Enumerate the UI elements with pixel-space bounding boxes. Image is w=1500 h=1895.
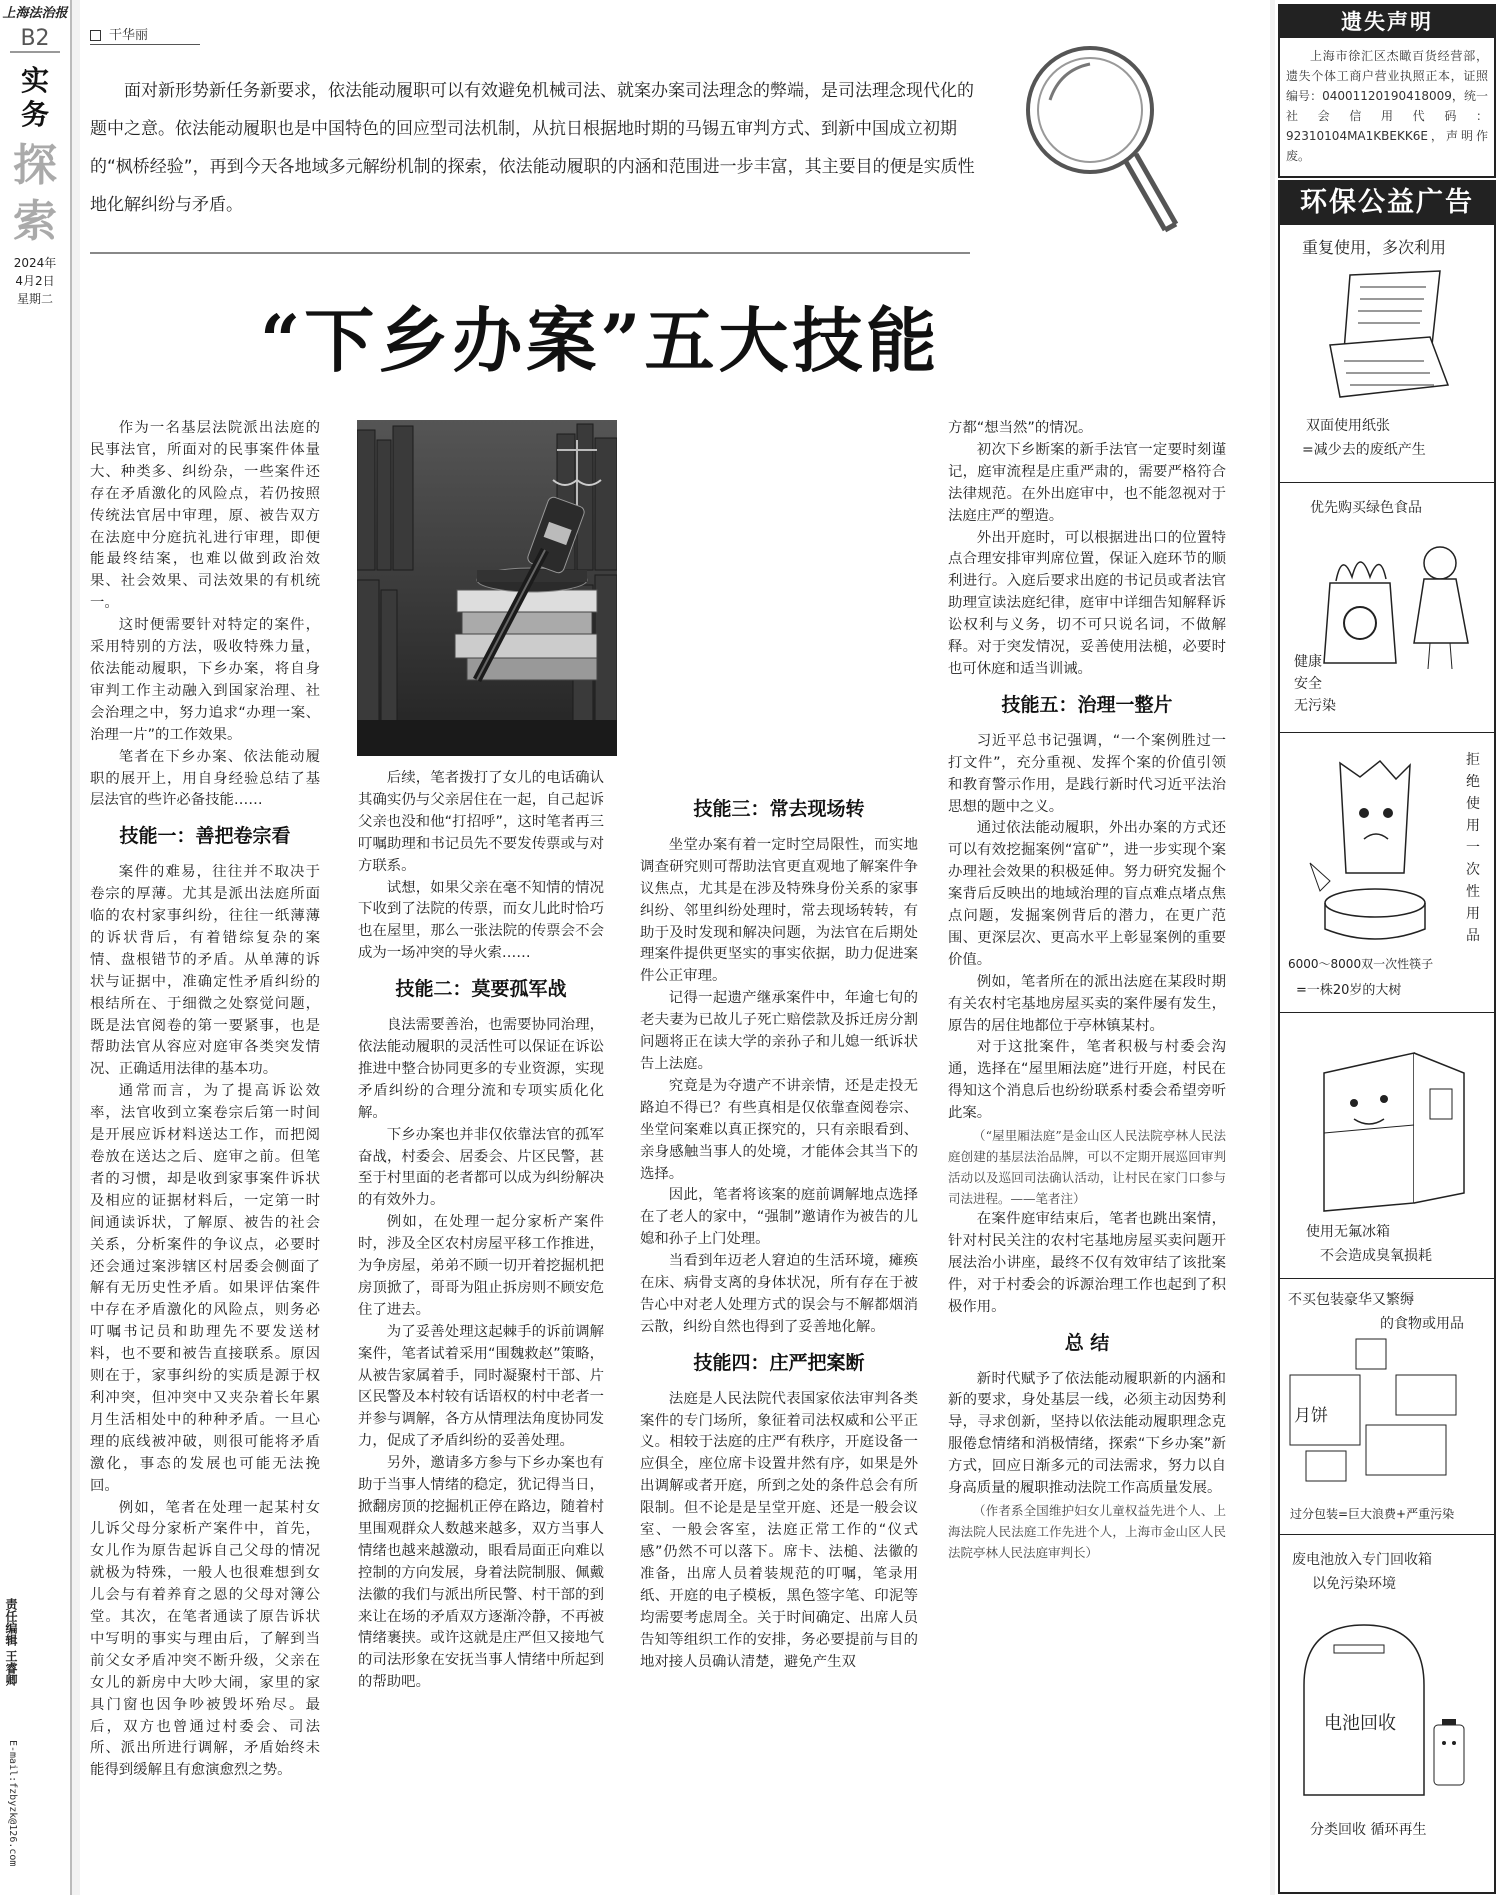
body-paragraph: 试想，如果父亲在毫不知情的情况下收到了法院的传票，而女儿此时恰巧也在屋里，那么一张法院的传票会不会成为一场冲突的导火索…… <box>358 879 604 962</box>
gavel-illustration <box>357 420 617 756</box>
page-number: B2 <box>10 26 60 53</box>
eco-panel-battery <box>1280 1534 1494 1851</box>
eco-panel-caption: 健康 <box>1294 654 1322 670</box>
eco-panel-caption: 双面使用纸张 <box>1306 418 1390 434</box>
eco-ad-title: 环保公益广告 <box>1280 182 1494 224</box>
battery-box-label: 电池回收 <box>1324 1713 1396 1734</box>
body-paragraph: 良法需要善治，也需要协同治理，依法能动履职的灵活性可以保证在诉讼推进中整合协同更多的专业资源，实现矛盾纠纷的合理分流和专项实质化化解。 <box>358 1017 604 1121</box>
section-heading-skill-1: 技能一：善把卷宗看 <box>119 825 291 848</box>
body-paragraph: 通过依法能动履职，外出办案的方式还可以有效挖掘案例“富矿”，进一步实现个案办理社会效果的积极延伸。努力研究发掘个案背后反映出的地域治理的盲点难点堵点焦点问题，发掘案例背后的潜力，在更广范围、更深层次、更高水平上彰显案例的重要价值。 <box>948 820 1226 968</box>
eco-panel-caption: 废电池放入专门回收箱 <box>1292 1552 1432 1568</box>
intro-divider <box>90 252 970 254</box>
section-heading-skill-2: 技能二：莫要孤军战 <box>395 978 567 1001</box>
body-paragraph: 方都“想当然”的情况。 <box>948 420 1093 436</box>
section-heading-skill-4: 技能四：庄严把案断 <box>693 1351 865 1374</box>
section-heading-skill-3: 技能三：常去现场转 <box>693 798 865 820</box>
tree-stump-icon <box>1300 753 1450 943</box>
eco-panel-paper <box>1280 224 1494 483</box>
body-paragraph: 因此，笔者将该案的庭前调解地点选择在了老人的家中，“强制”邀请作为被告的儿媳和孙子上门处理。 <box>640 1187 918 1248</box>
article-column-4 <box>948 418 1226 1563</box>
body-paragraph: 初次下乡断案的新手法官一定要时刻谨记，庭审流程是庄重严肃的，需要严格符合法律规范。在外出庭审中，也不能忽视对于法庭庄严的塑造。 <box>948 441 1226 524</box>
body-paragraph: 在案件庭审结束后，笔者也跳出案情，针对村民关注的农村宅基地房屋买卖问题开展法治小讲座，最终不仅有效审结了该批案件，对于村委会的诉源治理工作也起到了积极作用。 <box>948 1211 1226 1315</box>
body-paragraph: 例如，笔者所在的派出法庭在某段时期有关农村宅基地房屋买卖的案件屡有发生，原告的居住地都位于亭林镇某村。 <box>948 973 1226 1034</box>
masthead-divider <box>70 0 72 1895</box>
magnifier-icon <box>990 30 1190 260</box>
article-column-1 <box>90 418 320 1782</box>
eco-panel-caption: 重复使用，多次利用 <box>1302 238 1447 257</box>
eco-panel-caption: 6000～8000双一次性筷子 <box>1288 957 1434 971</box>
body-paragraph: 习近平总书记强调，“一个案例胜过一打文件”，充分重视、发挥个案的价值引领和教育警示作用，是践行新时代习近平法治思想的题中之义。 <box>948 732 1226 815</box>
headline: “下乡办案”五大技能 <box>260 299 941 382</box>
battery-recycle-bin-icon <box>1294 1615 1484 1805</box>
body-paragraph: 下乡办案也并非仅依靠法官的孤军奋战，村委会、居委会、片区民警，甚至于村里面的老者都可以成为纠纷解决的有效外力。 <box>358 1126 604 1209</box>
author-name: 干华丽 <box>109 28 149 43</box>
section-heading-summary: 总 结 <box>1064 1331 1110 1354</box>
eco-panel-caption: 无污染 <box>1294 698 1336 714</box>
body-paragraph: 坐堂办案有着一定时空局限性，而实地调查研究则可帮助法官更直观地了解案件争议焦点，尤其是在涉及特殊身份关系的家事纠纷、邻里纠纷处理时，常去现场转转，有助于及时发现和解决问题，为法官在后期处理案件提供更坚实的事实依据，助力促进案件公正审理。 <box>640 836 918 985</box>
lost-notice-body: 上海市徐汇区杰瞰百货经营部，遗失个体工商户营业执照正本，证照编号：04001120190418009，统一社会信用代码：92310104MA1KBEKK6E，声明作废。 <box>1286 49 1488 163</box>
editor-email: E-mail:fzbyzk@126.com <box>7 1740 18 1867</box>
lost-notice <box>1278 4 1496 178</box>
body-paragraph: 例如，笔者在处理一起某村女儿诉父母分家析产案件中，首先，女儿作为原告起诉自己父母的情况就极为特殊，一般人也很难想到女儿会与有着养育之恩的父母对簿公堂。其次，在笔者通读了原告诉状中写明的事实与理由后，了解到当前父女矛盾冲突不断升级，父亲在女儿的新房中大吵大闹，家里的家具门窗也因争吵被毁坏殆尽。最后，双方也曾通过村委会、司法所、派出所进行调解，矛盾始终未能得到缓解且有愈演愈烈之势。 <box>90 1499 320 1779</box>
eco-panel-packaging <box>1280 1278 1494 1535</box>
body-paragraph: 外出开庭时，可以根据进出口的位置特点合理安排审判席位置，保证入庭环节的顺利进行。入庭后要求出庭的书记员或者法官助理宣读法庭纪律，庭审中详细告知解释诉讼权利与义务，切不可只说名词，不做解释。对于突发情况，妥善使用法槌，必要时也可休庭和适当训诫。 <box>948 529 1226 677</box>
article-intro: 面对新形势新任务新要求，依法能动履职可以有效避免机械司法、就案办案司法理念的弊端，是司法理念现代化的题中之意。依法能动履职也是中国特色的回应型司法机制，从抗日根据地时期的马锡五审判方式、到新中国成立初期的“枫桥经验”，再到今天各地域多元解纷机制的探索，依法能动履职的内涵和范围进一步丰富，其主要目的便是实质性地化解纠纷与矛盾。 <box>90 81 975 215</box>
body-paragraph: 记得一起遗产继承案件中，年逾七旬的老夫妻为已故儿子死亡赔偿款及拆迁房分割问题将正在读大学的亲孙子和儿媳一纸诉状告上法庭。 <box>640 990 918 1072</box>
byline-square-icon <box>90 30 101 41</box>
body-paragraph: 这时便需要针对特定的案件，采用特别的方法，吸收特殊力量，依法能动履职，下乡办案，将自身审判工作主动融入到国家治理、社会治理之中，努力追求“办理一案、治理一片”的工作效果。 <box>90 617 320 743</box>
section-heading-skill-5: 技能五：治理一整片 <box>1001 693 1173 716</box>
paper-sheets-icon <box>1320 265 1460 405</box>
masthead <box>0 0 70 1895</box>
body-paragraph: 新时代赋予了依法能动履职新的内涵和新的要求，身处基层一线，必须主动因势利导，寻求创新，坚持以依法能动履职理念克服倦怠情绪和消极情绪，探索“下乡办案”新方式，回应日渐多元的司法需求，努力以自身高质量的履职推动法院工作高质量发展。 <box>948 1370 1226 1497</box>
body-paragraph: 另外，邀请多方参与下乡办案也有助于当事人情绪的稳定，犹记得当日，掀翻房顶的挖掘机正停在路边，随着村里围观群众人数越来越多，双方当事人情绪也越来越激动，眼看局面正向难以控制的方向发展，身着法院制服、佩戴法徽的我们与派出所民警、村干部的到来让在场的矛盾双方逐渐冷静，不再被情绪裹挟。或许这就是庄严但又接地气的司法形象在安抚当事人情绪中所起到的帮助吧。 <box>358 1455 604 1691</box>
body-paragraph: 法庭是人民法院代表国家依法审判各类案件的专门场所，象征着司法权威和公平正义。相较于法庭的庄严有秩序，开庭设备一应俱全，座位席卡设置井然有序，如果是外出调解或者开庭，所到之处的条件总会有所限制。但不论是是呈堂开庭、还是一般会议室、一般会客室，法庭正常工作的“仪式感”仍然不可以落下。席卡、法槌、法徽的准备，出席人员着装规范的叮嘱，笔录用纸、开庭的电子模板，黑色签字笔、印泥等均需要考虑周全。关于时间确定、出席人员告知等组织工作的安排，务必要提前与目的地对接人员确认清楚，避免产生双 <box>640 1390 918 1670</box>
lost-notice-title: 遗失声明 <box>1280 6 1494 38</box>
body-paragraph: 当看到年迈老人窘迫的生活环境，瘫痪在床、病骨支离的身体状况，所有存在于被告心中对老人处理方式的误会与不解都烟消云散，纠纷自然也得到了妥善地化解。 <box>640 1253 918 1335</box>
paper-logo: 上海法治报 <box>2 6 68 21</box>
body-paragraph: 笔者在下乡办案、依法能动履职的展开上，用自身经验总结了基层法官的些许必备技能…… <box>90 748 320 809</box>
shopping-bag-girl-icon <box>1300 523 1480 673</box>
fridge-icon <box>1304 1033 1474 1213</box>
eco-panel-caption: 优先购买绿色食品 <box>1310 500 1422 516</box>
body-paragraph: 作为一名基层法院派出法庭的民事法官，所面对的民事案件体量大、种类多、纠纷杂，一些案件还存在矛盾激化的风险点，若仍按照传统法官居中审理，原、被告双方在法庭中分庭抗礼进行审理，即便能最终结案，也难以做到政治效果、社会效果、司法效果的有机统一。 <box>90 420 320 612</box>
body-paragraph: 例如，在处理一起分家析产案件时，涉及全区农村房屋平移工作推进，为争房屋，弟弟不顾一切开着挖掘机把房顶掀了，哥哥为阻止拆房则不顾安危住了进去。 <box>358 1214 604 1318</box>
responsible-editor: 责任编辑 王睿卿 <box>4 1598 18 1687</box>
eco-panel-caption: 分类回收 循环再生 <box>1310 1822 1427 1838</box>
body-paragraph: 后续，笔者拨打了女儿的电话确认其确实仍与父亲居住在一起，自己起诉父亲也没和他“打招呼”，这时笔者再三叮嘱助理和书记员先不要发传票或与对方联系。 <box>358 770 604 874</box>
body-paragraph: 案件的难易，往往并不取决于卷宗的厚薄。尤其是派出法庭所面临的农村家事纠纷，往往一纸薄薄的诉状背后，有着错综复杂的案情、盘根错节的矛盾。从单薄的诉状与证据中，准确定性矛盾纠纷的根结所在、于细微之处察觉问题，既是法官阅卷的第一要紧事，也是帮助法官从容应对庭审各类突发情况、正确适用法律的基本功。 <box>90 864 320 1078</box>
eco-panel-green-food <box>1280 482 1494 733</box>
body-paragraph: 究竟是为夺遗产不讲亲情，还是走投无路迫不得已？有些真相是仅依靠查阅卷宗、坐堂问案难以真正探究的，只有亲眼看到、亲身感触当事人的处境，才能体会其当下的选择。 <box>640 1077 918 1182</box>
issue-year: 2024年 <box>13 256 57 270</box>
issue-weekday: 星期二 <box>16 292 53 306</box>
eco-ad <box>1278 180 1496 1894</box>
byline-rule <box>90 44 200 45</box>
eco-panel-caption: 安全 <box>1294 676 1322 692</box>
body-paragraph: 为了妥善处理这起棘手的诉前调解案件，笔者试着采用“围魏救赵”策略，从被告家属着手，同时凝聚村干部、片区民警及本村较有话语权的村中老者一并参与调解，各方从情理法角度协同发力，促成了矛盾纠纷的妥善处理。 <box>358 1323 604 1450</box>
author-note: （“屋里厢法庭”是金山区人民法院亭林人民法庭创建的基层法治品牌，可以不定期开展巡回审判活动以及巡回司法确认活动，让村民在家门口参与司法进程。——笔者注） <box>948 1128 1226 1207</box>
eco-panel-caption: 过分包装=巨大浪费+严重污染 <box>1290 1507 1455 1521</box>
eco-panel-caption: 不买包装豪华又繁缛 <box>1288 1292 1414 1308</box>
eco-panel-caption: 使用无氟冰箱 <box>1306 1224 1390 1240</box>
eco-panel-caption: 不会造成臭氧损耗 <box>1320 1248 1432 1264</box>
article-column-2 <box>358 768 604 1694</box>
section-name-outline: 探索 <box>13 140 57 247</box>
issue-date <box>6 254 64 308</box>
eco-panel-caption: 拒绝使用一次性用品 <box>1466 752 1480 944</box>
issue-month-day: 4月2日 <box>15 274 55 288</box>
body-paragraph: 对于这批案件，笔者积极与村委会沟通，选择在“屋里厢法庭”进行开庭，村民在得知这个消息后也纷纷联系村委会希望旁听此案。 <box>948 1039 1226 1122</box>
eco-panel-caption: =减少去的废纸产生 <box>1302 442 1426 458</box>
eco-panel-caption: 以免污染环境 <box>1312 1576 1396 1592</box>
eco-panel-disposable <box>1280 732 1494 1013</box>
author-bio: （作者系全国维护妇女儿童权益先进个人、上海法院人民法庭工作先进个人，上海市金山区人民法院亭林人民法庭审判长） <box>948 1502 1226 1560</box>
mooncake-label: 月饼 <box>1294 1406 1328 1426</box>
eco-panel-caption: 的食物或用品 <box>1380 1316 1464 1332</box>
eco-panel-caption: =一株20岁的大树 <box>1296 983 1402 998</box>
body-paragraph: 通常而言，为了提高诉讼效率，法官收到立案卷宗后第一时间是开展应诉材料送达工作，而把阅卷放在送达之后、庭审之前。但笔者的习惯，却是收到家事案件诉状及相应的证据材料后，一定第一时间通读诉状，了解原、被告的社会关系，分析案件的争议点，必要时还会通过案涉辖区村居委会侧面了解有无历史性矛盾。如果评估案件中存在矛盾激化的风险点，则务必叮嘱书记员和助理先不要发送材料，也不要和被告直接联系。原因则在于，家事纠纷的实质是源于权利冲突，但冲突中又夹杂着长年累月生活相处中的种种矛盾。一旦心理的底线被冲破，则很可能将矛盾激化，事态的发展也可能无法挽回。 <box>90 1083 320 1494</box>
section-name: 实务 <box>20 64 49 131</box>
eco-panel-fridge <box>1280 1012 1494 1279</box>
gavel-photo <box>357 420 617 756</box>
byline <box>90 24 148 43</box>
article-column-3 <box>640 785 918 1673</box>
